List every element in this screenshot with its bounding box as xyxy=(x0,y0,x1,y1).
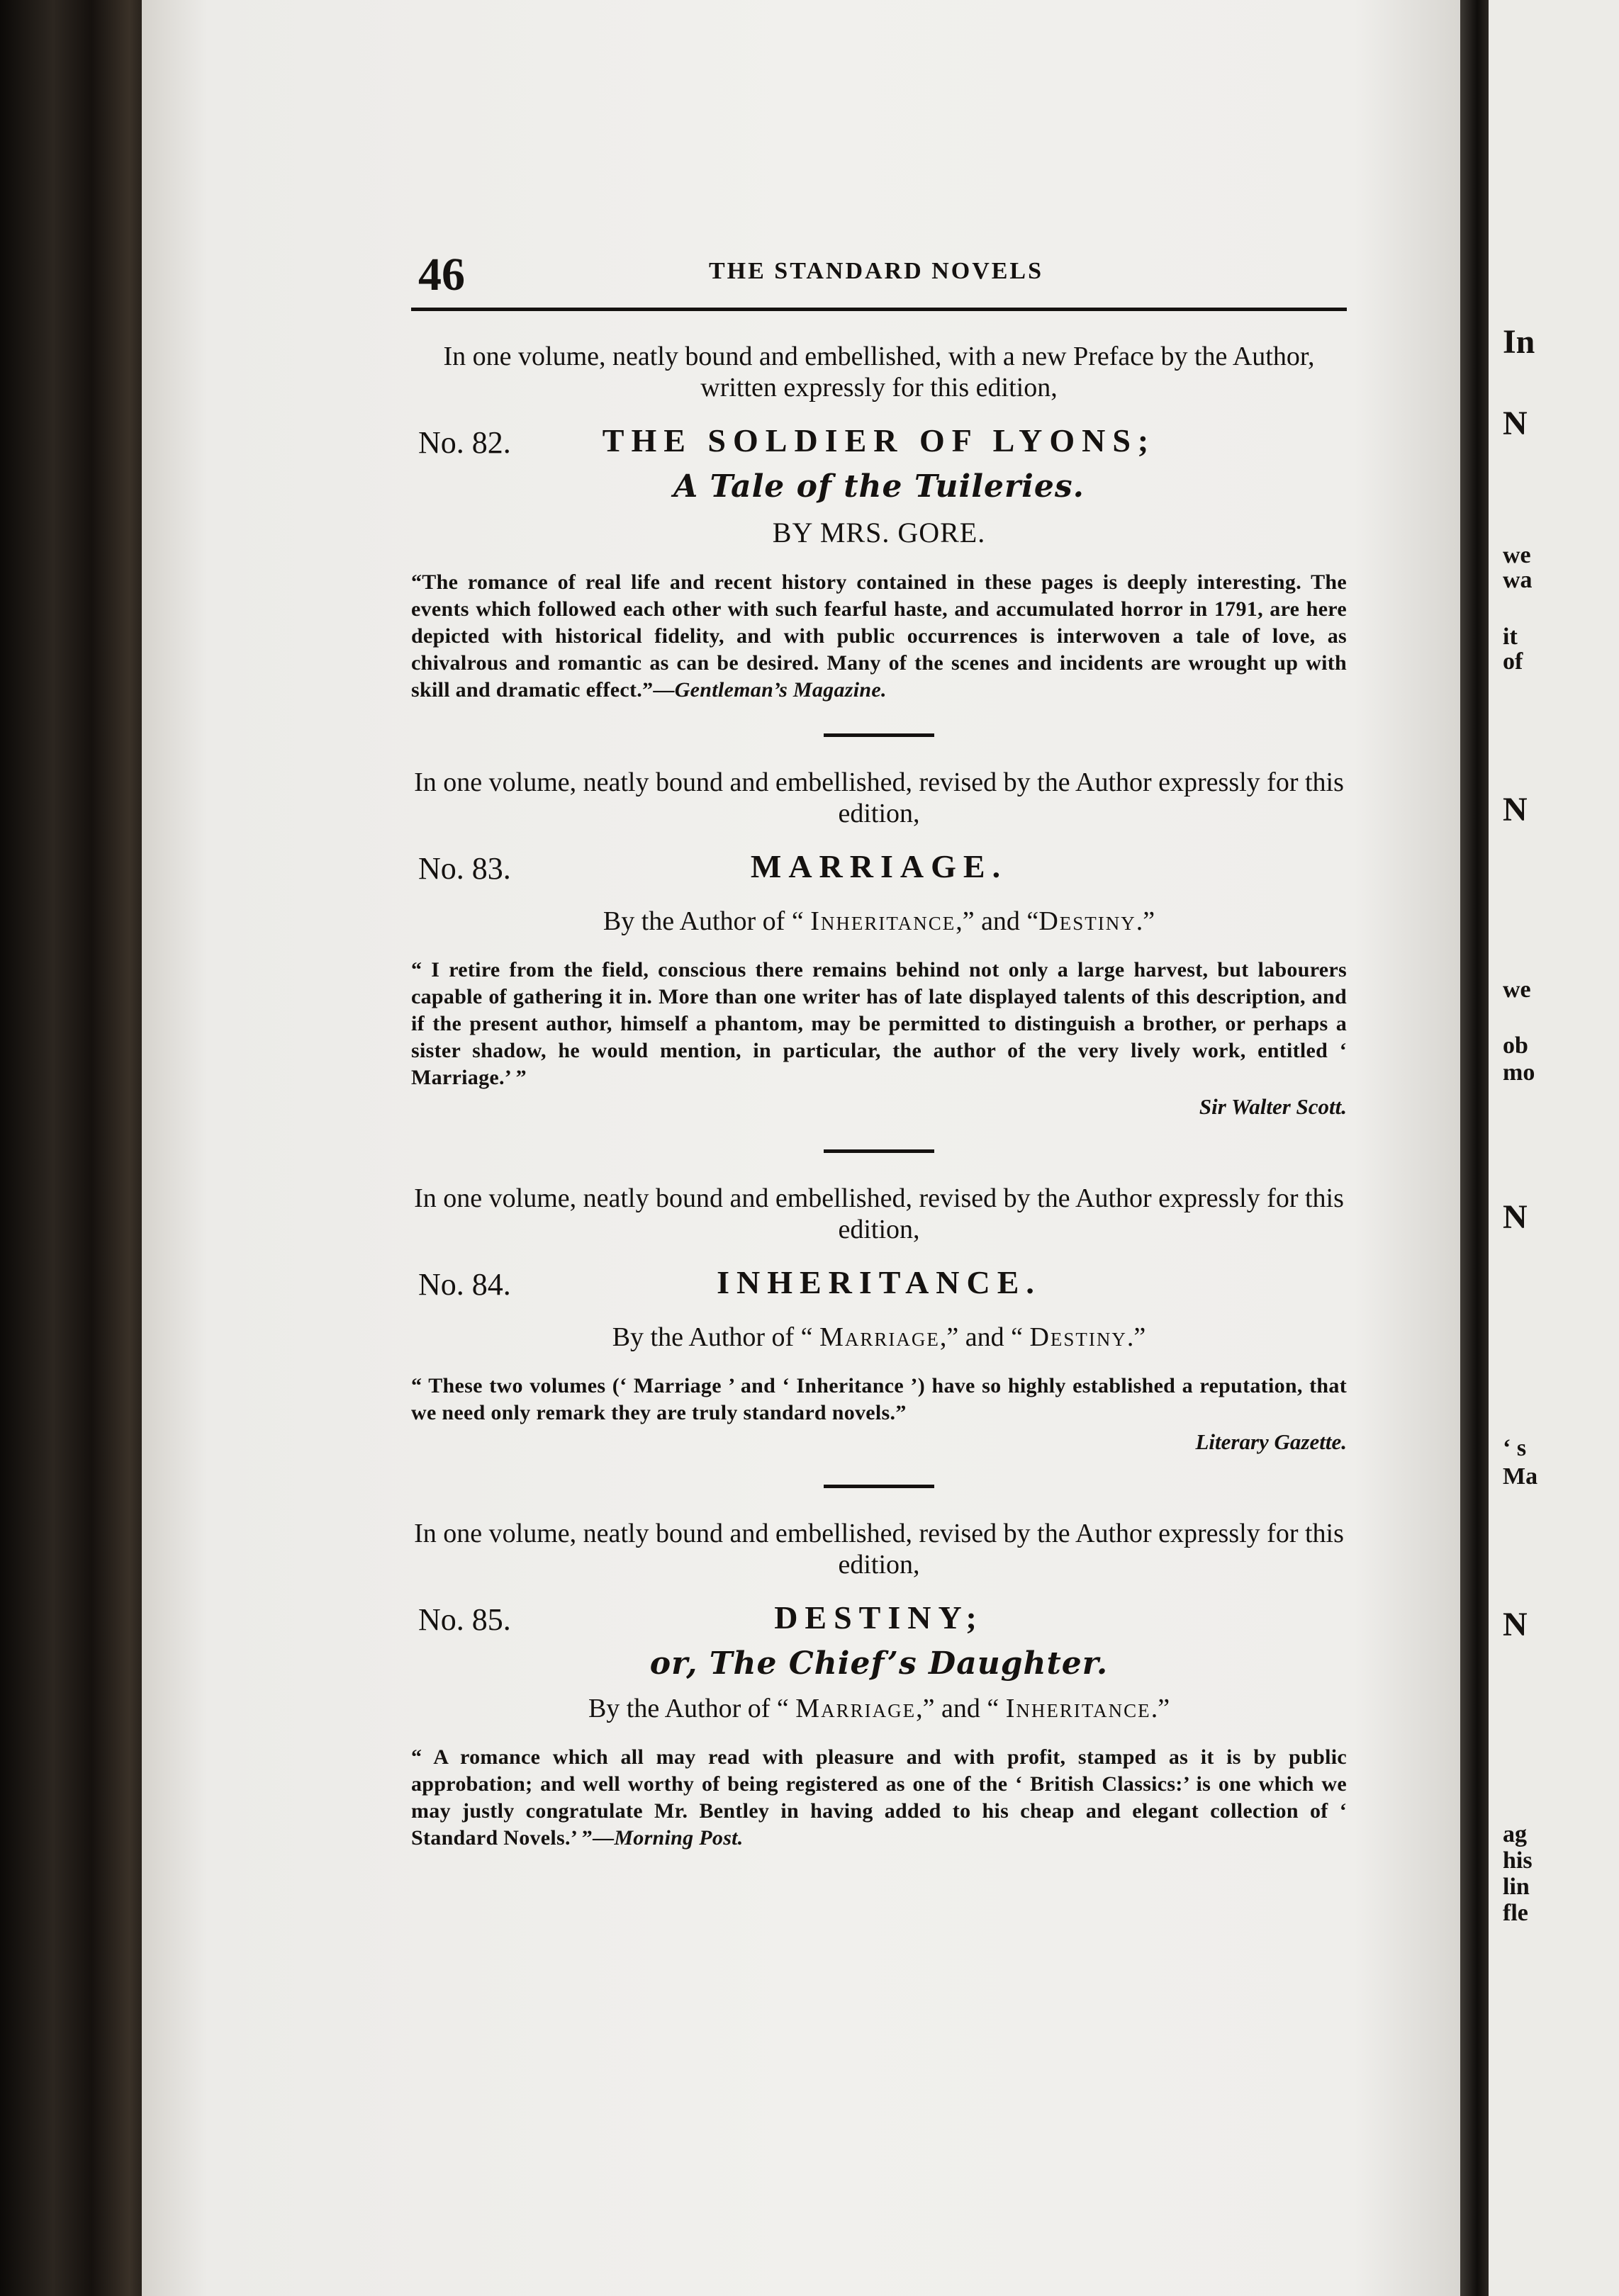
adjacent-fragment: we xyxy=(1503,542,1531,568)
entry-title: DESTINY; xyxy=(774,1599,984,1636)
byline-work: Marriage xyxy=(795,1694,917,1723)
adjacent-fragment: N xyxy=(1503,791,1528,828)
entry-heading xyxy=(411,1258,1347,1310)
entry-number: No. 83. xyxy=(418,851,511,886)
byline-work: Inheritance xyxy=(810,906,956,936)
book-binding xyxy=(0,0,152,2296)
entry-review: “ I retire from the field, conscious there remains behind not only a large harvest, but labourers capable of gathering it in. More than one writer has of late displayed talents of this description, and if the present author, himself a phantom, may be permitted to distinguish a brother, or perhaps a sister shadow, he would mention, in particular, the author of the very lively work, entitled ‘ Marriage.’ ” xyxy=(411,958,1347,1089)
adjacent-fragment: Ma xyxy=(1503,1463,1538,1490)
byline-work: Destiny xyxy=(1029,1322,1127,1352)
byline-suffix: .” xyxy=(1136,906,1155,936)
entry-intro: In one volume, neatly bound and embellished, revised by the Author expressly for this edition, xyxy=(414,1183,1344,1244)
review-attribution: Sir Walter Scott. xyxy=(1199,1094,1347,1119)
section-divider xyxy=(824,733,934,737)
byline-work: Destiny xyxy=(1038,906,1136,936)
adjacent-page xyxy=(1489,0,1619,2296)
page-number: 46 xyxy=(418,249,465,300)
header-rule xyxy=(411,308,1347,311)
entry-heading xyxy=(411,842,1347,894)
entry-intro: In one volume, neatly bound and embellished, revised by the Author expressly for this edition, xyxy=(414,1519,1344,1580)
byline-joiner: ,” and “ xyxy=(956,906,1039,936)
adjacent-fragment: it xyxy=(1503,624,1518,650)
catalog-entry xyxy=(411,1183,1347,1455)
adjacent-fragment: fle xyxy=(1503,1900,1528,1926)
adjacent-fragment: we xyxy=(1503,977,1531,1003)
review-source: Morning Post. xyxy=(614,1826,744,1850)
review-text: “ A romance which all may read with pleasure and with profit, stamped as it is by public approbation; and well worthy of being registered as one of the ‘ British Classics:’ is one which we may justly congratulate Mr. Bentley in having added to his cheap and elegant collection of ‘ Standard Novels.’ ”— xyxy=(411,1745,1347,1850)
adjacent-fragment: N xyxy=(1503,405,1528,442)
entry-review xyxy=(411,1744,1347,1852)
section-divider xyxy=(824,1485,934,1488)
entry-byline xyxy=(411,1322,1347,1353)
adjacent-fragment: wa xyxy=(1503,567,1533,593)
entry-byline xyxy=(411,1693,1347,1724)
entry-subtitle: or, The Chief’s Daughter. xyxy=(649,1645,1109,1682)
entry-intro: In one volume, neatly bound and embellished, revised by the Author expressly for this edition, xyxy=(414,767,1344,828)
catalog-entry xyxy=(411,767,1347,1120)
adjacent-fragment: N xyxy=(1503,1606,1528,1643)
adjacent-fragment: mo xyxy=(1503,1059,1535,1086)
byline-work: Marriage xyxy=(819,1322,940,1352)
entry-intro: In one volume, neatly bound and embellished, with a new Preface by the Author, written expressly for this edition, xyxy=(443,342,1315,403)
entry-heading xyxy=(411,1593,1347,1645)
entry-title: MARRIAGE. xyxy=(750,848,1008,884)
review-attribution: Literary Gazette. xyxy=(1195,1429,1347,1454)
section-divider xyxy=(824,1149,934,1153)
byline-work: Inheritance xyxy=(1005,1694,1151,1723)
entry-review xyxy=(411,569,1347,704)
entry-heading xyxy=(411,416,1347,468)
byline-suffix: .” xyxy=(1126,1322,1146,1352)
catalog-entry xyxy=(411,341,1347,704)
byline-joiner: ,” and “ xyxy=(916,1694,1006,1723)
adjacent-fragment: his xyxy=(1503,1847,1533,1874)
entry-number: No. 85. xyxy=(418,1602,511,1637)
byline-suffix: .” xyxy=(1150,1694,1170,1723)
adjacent-fragment: of xyxy=(1503,648,1523,675)
byline-joiner: ,” and “ xyxy=(939,1322,1030,1352)
adjacent-fragment: lin xyxy=(1503,1874,1530,1900)
running-head xyxy=(411,241,1347,305)
catalog-entry xyxy=(411,1518,1347,1852)
entry-byline: BY MRS. GORE. xyxy=(772,517,986,548)
adjacent-fragment: N xyxy=(1503,1198,1528,1236)
entry-title: INHERITANCE. xyxy=(717,1264,1041,1300)
page-gutter xyxy=(1460,0,1489,2296)
entry-number: No. 82. xyxy=(418,425,511,460)
entry-subtitle: A Tale of the Tuileries. xyxy=(673,468,1085,505)
entry-byline xyxy=(411,906,1347,937)
adjacent-fragment: ob xyxy=(1503,1032,1528,1059)
byline-prefix: By the Author of “ xyxy=(603,906,811,936)
running-title: THE STANDARD NOVELS xyxy=(709,258,1044,284)
adjacent-fragment: ag xyxy=(1503,1821,1527,1847)
adjacent-fragment: ‘ s xyxy=(1503,1435,1527,1461)
review-text: “The romance of real life and recent history contained in these pages is deeply interesting. The events which followed each other with such fearful haste, and accumulated horror in 1791, are here depicted with historical fidelity, and with public occurrences is interwoven a tale of love, as chivalrous and romantic as can be desired. Many of the scenes and incidents are wrought up with skill and dramatic effect.”— xyxy=(411,570,1347,702)
byline-prefix: By the Author of “ xyxy=(588,1694,796,1723)
review-source: Gentleman’s Magazine. xyxy=(674,678,887,702)
byline-prefix: By the Author of “ xyxy=(612,1322,820,1352)
entry-number: No. 84. xyxy=(418,1267,511,1302)
adjacent-fragment: In xyxy=(1503,323,1535,361)
page-content xyxy=(411,241,1347,1852)
entry-review: “ These two volumes (‘ Marriage ’ and ‘ Inheritance ’) have so highly established a reputation, that we need only remark they are truly standard novels.” xyxy=(411,1374,1347,1424)
entry-title: THE SOLDIER OF LYONS; xyxy=(602,422,1156,458)
